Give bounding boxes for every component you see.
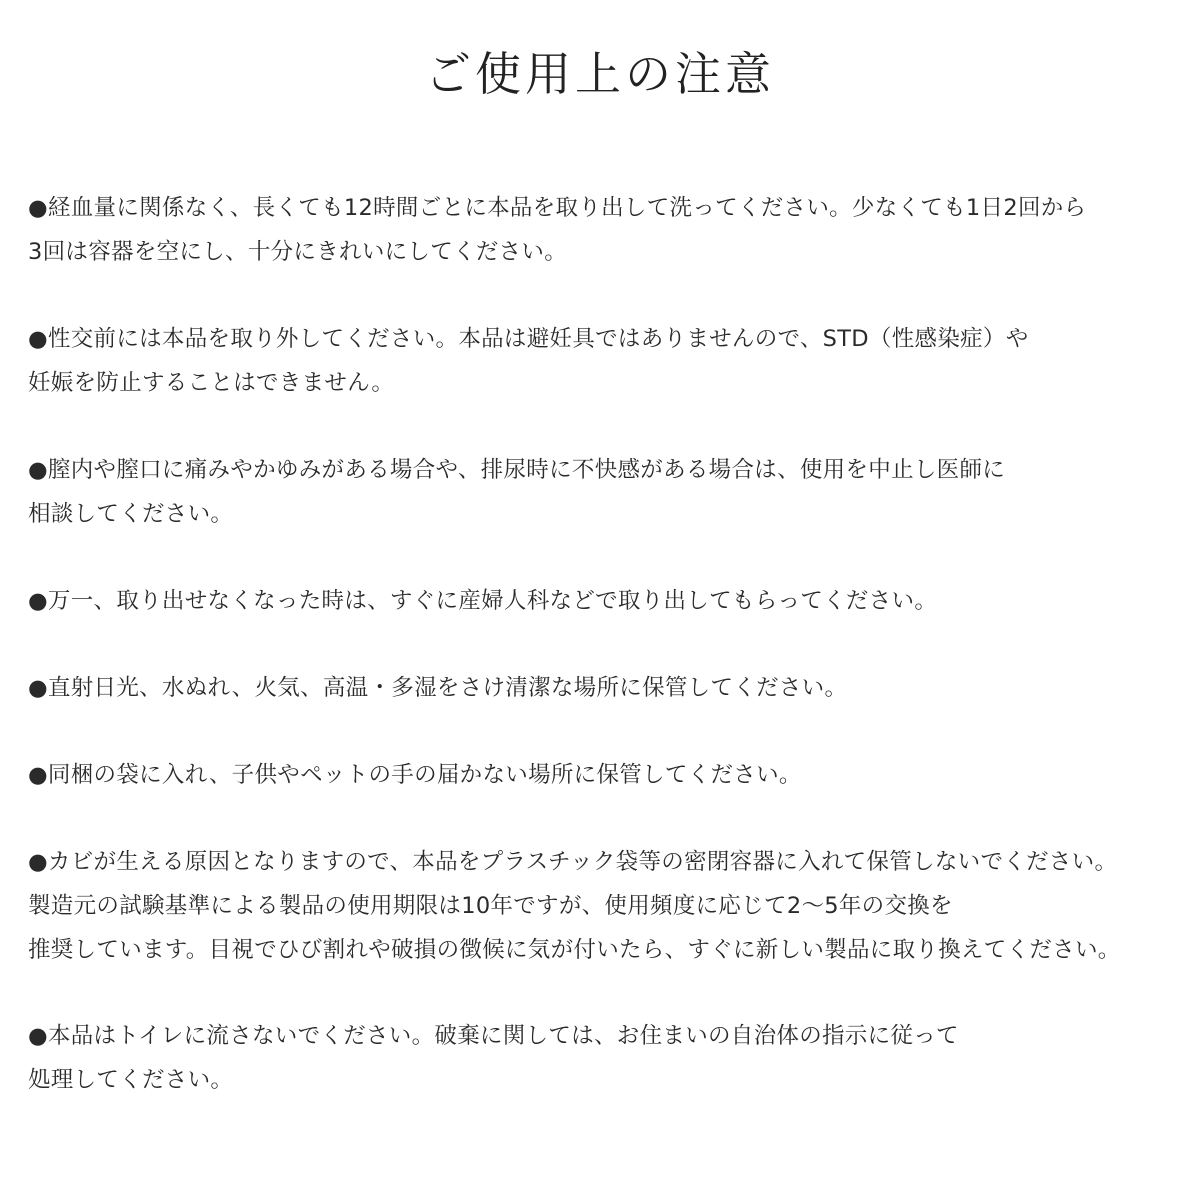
notice-line: 処理してください。 xyxy=(28,1067,234,1093)
notice-line: ●同梱の袋に入れ、子供やペットの手の届かない場所に保管してください。 xyxy=(28,762,802,788)
notice-item xyxy=(28,666,1188,710)
notice-line: ●カビが生える原因となりますので、本品をプラスチック袋等の密閉容器に入れて保管しないでください。 xyxy=(28,849,1118,875)
notice-item xyxy=(28,753,1188,797)
notice-item xyxy=(28,840,1188,972)
notice-item xyxy=(28,317,1188,405)
notice-line: ●直射日光、水ぬれ、火気、高温・多湿をさけ清潔な場所に保管してください。 xyxy=(28,675,848,701)
notice-item xyxy=(28,579,1188,623)
notice-line: 妊娠を防止することはできません。 xyxy=(28,370,395,396)
notice-line: ●膣内や膣口に痛みやかゆみがある場合や、排尿時に不快感がある場合は、使用を中止し医師に xyxy=(28,457,1006,483)
notice-line: 推奨しています。目視でひび割れや破損の徴候に気が付いたら、すぐに新しい製品に取り換えてください。 xyxy=(28,937,1121,963)
notice-line: 製造元の試験基準による製品の使用期限は10年ですが、使用頻度に応じて2〜5年の交換を xyxy=(28,893,953,919)
notice-line: ●万一、取り出せなくなった時は、すぐに産婦人科などで取り出してもらってください。 xyxy=(28,588,938,614)
page-title: ご使用上の注意 xyxy=(425,47,775,101)
notice-item xyxy=(28,448,1188,536)
notice-line: ●本品はトイレに流さないでください。破棄に関しては、お住まいの自治体の指示に従って xyxy=(28,1023,959,1049)
notice-line: ●経血量に関係なく、長くても12時間ごとに本品を取り出して洗ってください。少なくても1日2回から xyxy=(28,195,1087,221)
notice-item xyxy=(28,186,1188,274)
notice-line: 3回は容器を空にし、十分にきれいにしてください。 xyxy=(28,239,568,265)
notice-item xyxy=(28,1014,1188,1102)
notice-line: 相談してください。 xyxy=(28,501,234,527)
notice-line: ●性交前には本品を取り外してください。本品は避妊具ではありませんので、STD（性感染症）や xyxy=(28,326,1029,352)
